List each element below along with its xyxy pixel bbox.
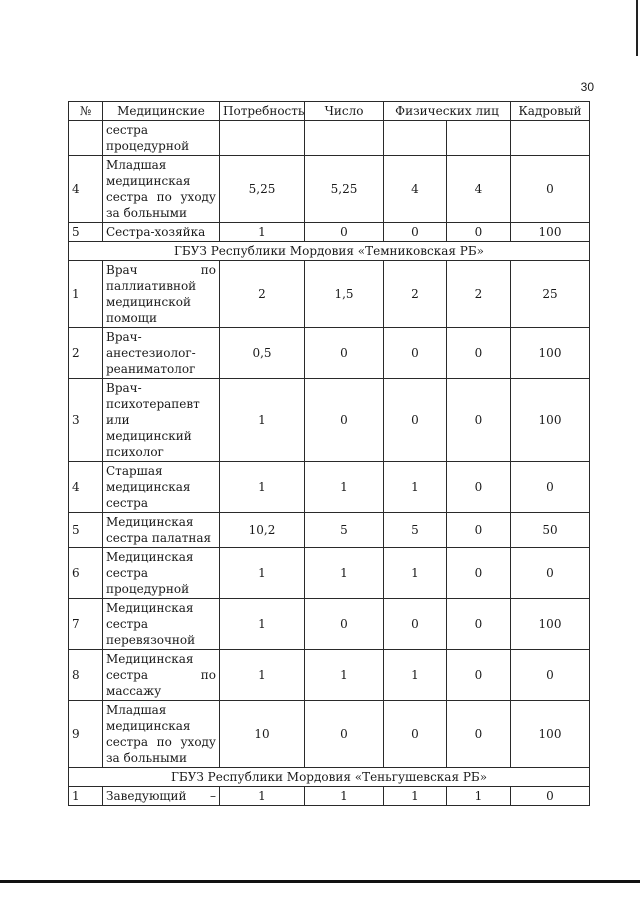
row-number: 4 [69, 156, 103, 223]
position-name-line: за больными [106, 206, 187, 220]
individuals-value-1: 0 [384, 599, 447, 650]
position-name-line: Врач- [106, 330, 142, 344]
row-number: 8 [69, 650, 103, 701]
header-count: Число [305, 102, 384, 121]
position-name [103, 328, 220, 379]
scan-bottom-line [0, 880, 640, 883]
position-name-line: сестра [106, 123, 149, 137]
count-value: 1 [305, 787, 384, 806]
individuals-value-2: 0 [447, 328, 511, 379]
individuals-value-1: 1 [384, 650, 447, 701]
need-value: 0,5 [220, 328, 305, 379]
need-value [220, 121, 305, 156]
individuals-value-2: 1 [447, 787, 511, 806]
count-value: 1,5 [305, 261, 384, 328]
staffing-value: 25 [511, 261, 590, 328]
individuals-value-1: 4 [384, 156, 447, 223]
position-name [103, 701, 220, 768]
individuals-value-2: 0 [447, 223, 511, 242]
position-name-line: процедурной [106, 582, 190, 596]
staffing-value: 100 [511, 379, 590, 462]
individuals-value-1: 1 [384, 787, 447, 806]
table-row [69, 156, 590, 223]
row-number [69, 121, 103, 156]
need-value: 2 [220, 261, 305, 328]
position-name-line: реаниматолог [106, 362, 196, 376]
position-name [103, 379, 220, 462]
position-name [103, 599, 220, 650]
individuals-value-2: 0 [447, 462, 511, 513]
staffing-value: 0 [511, 548, 590, 599]
position-name-line: процедурной [106, 139, 190, 153]
row-number: 3 [69, 379, 103, 462]
row-number: 1 [69, 787, 103, 806]
position-name [103, 787, 220, 806]
count-value: 0 [305, 328, 384, 379]
position-name-line: сестра по уходу [106, 735, 216, 749]
position-name [103, 156, 220, 223]
position-name-line: психолог [106, 445, 164, 459]
individuals-value-1: 0 [384, 328, 447, 379]
individuals-value-2: 4 [447, 156, 511, 223]
row-number: 5 [69, 223, 103, 242]
count-value [305, 121, 384, 156]
table-body [69, 121, 590, 806]
org-header-row [69, 768, 590, 787]
position-name-line: Сестра-хозяйка [106, 225, 206, 239]
staffing-value: 100 [511, 328, 590, 379]
individuals-value-2: 0 [447, 379, 511, 462]
position-name-line: сестра [106, 617, 149, 631]
row-number: 9 [69, 701, 103, 768]
row-number: 1 [69, 261, 103, 328]
need-value: 1 [220, 462, 305, 513]
need-value: 10,2 [220, 513, 305, 548]
count-value: 0 [305, 223, 384, 242]
staffing-value: 0 [511, 650, 590, 701]
position-name-line: помощи [106, 311, 157, 325]
row-number: 7 [69, 599, 103, 650]
individuals-value-1: 1 [384, 462, 447, 513]
individuals-value-2: 0 [447, 701, 511, 768]
position-name-line: медицинский [106, 429, 192, 443]
position-name [103, 548, 220, 599]
table-row [69, 328, 590, 379]
position-name-line: Старшая [106, 464, 163, 478]
row-number: 4 [69, 462, 103, 513]
position-name-line: Врач по [106, 263, 216, 277]
page-number: 30 [580, 80, 594, 94]
individuals-value-2: 0 [447, 548, 511, 599]
position-name-line: Заведующий – [106, 789, 216, 803]
position-name-line: медицинская [106, 719, 191, 733]
individuals-value-1: 0 [384, 379, 447, 462]
staffing-value: 100 [511, 701, 590, 768]
count-value: 5,25 [305, 156, 384, 223]
table-row [69, 261, 590, 328]
individuals-value-2: 0 [447, 513, 511, 548]
table-row [69, 121, 590, 156]
need-value: 1 [220, 599, 305, 650]
table-row [69, 650, 590, 701]
position-name-line: сестра по [106, 668, 216, 682]
position-name-line: медицинская [106, 174, 191, 188]
table-row [69, 223, 590, 242]
header-individuals: Физических лиц [384, 102, 511, 121]
position-name [103, 121, 220, 156]
position-name-line: сестра палатная [106, 531, 212, 545]
position-name [103, 513, 220, 548]
position-name [103, 650, 220, 701]
need-value: 1 [220, 223, 305, 242]
need-value: 10 [220, 701, 305, 768]
individuals-value-2: 0 [447, 650, 511, 701]
header-number: № [69, 102, 103, 121]
count-value: 1 [305, 462, 384, 513]
count-value: 1 [305, 548, 384, 599]
table-row [69, 513, 590, 548]
position-name-line: сестра [106, 566, 149, 580]
header-staffing: Кадровый [511, 102, 590, 121]
staffing-value: 100 [511, 223, 590, 242]
position-name-line: Медицинская [106, 550, 194, 564]
row-number: 2 [69, 328, 103, 379]
position-name-line: Медицинская [106, 515, 194, 529]
position-name-line: Младшая [106, 158, 167, 172]
count-value: 5 [305, 513, 384, 548]
count-value: 0 [305, 599, 384, 650]
staffing-value [511, 121, 590, 156]
table-row [69, 787, 590, 806]
staffing-value: 100 [511, 599, 590, 650]
position-name-line: за больными [106, 751, 187, 765]
position-name-line: Врач- [106, 381, 142, 395]
scan-edge-mark [636, 0, 638, 56]
header-need: Потребность [220, 102, 305, 121]
table-row [69, 379, 590, 462]
position-name-line: анестезиолог- [106, 346, 196, 360]
individuals-value-1: 2 [384, 261, 447, 328]
position-name-line: перевязочной [106, 633, 196, 647]
row-number: 5 [69, 513, 103, 548]
need-value: 1 [220, 650, 305, 701]
count-value: 0 [305, 701, 384, 768]
position-name-line: сестра по уходу [106, 190, 216, 204]
individuals-value-2 [447, 121, 511, 156]
table-row [69, 701, 590, 768]
individuals-value-2: 0 [447, 599, 511, 650]
position-name-line: Медицинская [106, 601, 194, 615]
position-name [103, 261, 220, 328]
staffing-value: 0 [511, 462, 590, 513]
staffing-value: 0 [511, 156, 590, 223]
need-value: 1 [220, 548, 305, 599]
row-number: 6 [69, 548, 103, 599]
position-name-line: массажу [106, 684, 162, 698]
table-row [69, 548, 590, 599]
individuals-value-1: 0 [384, 701, 447, 768]
need-value: 5,25 [220, 156, 305, 223]
table-header-row [69, 102, 590, 121]
need-value: 1 [220, 379, 305, 462]
position-name-line: медицинская [106, 480, 191, 494]
need-value: 1 [220, 787, 305, 806]
position-name-line: паллиативной [106, 279, 197, 293]
org-header-row [69, 242, 590, 261]
position-name-line: психотерапевт [106, 397, 200, 411]
individuals-value-1: 5 [384, 513, 447, 548]
position-name [103, 462, 220, 513]
staffing-value: 0 [511, 787, 590, 806]
individuals-value-1: 0 [384, 223, 447, 242]
position-name-line: сестра [106, 496, 149, 510]
position-name [103, 223, 220, 242]
individuals-value-1 [384, 121, 447, 156]
staffing-table [68, 101, 590, 806]
count-value: 0 [305, 379, 384, 462]
position-name-line: или [106, 413, 130, 427]
position-name-line: медицинской [106, 295, 191, 309]
table-row [69, 599, 590, 650]
position-name-line: Медицинская [106, 652, 194, 666]
organization-name: ГБУЗ Республики Мордовия «Теньгушевская РБ» [69, 768, 590, 787]
staffing-value: 50 [511, 513, 590, 548]
position-name-line: Младшая [106, 703, 167, 717]
individuals-value-1: 1 [384, 548, 447, 599]
header-position: Медицинские [103, 102, 220, 121]
organization-name: ГБУЗ Республики Мордовия «Темниковская РБ» [69, 242, 590, 261]
table-row [69, 462, 590, 513]
individuals-value-2: 2 [447, 261, 511, 328]
count-value: 1 [305, 650, 384, 701]
